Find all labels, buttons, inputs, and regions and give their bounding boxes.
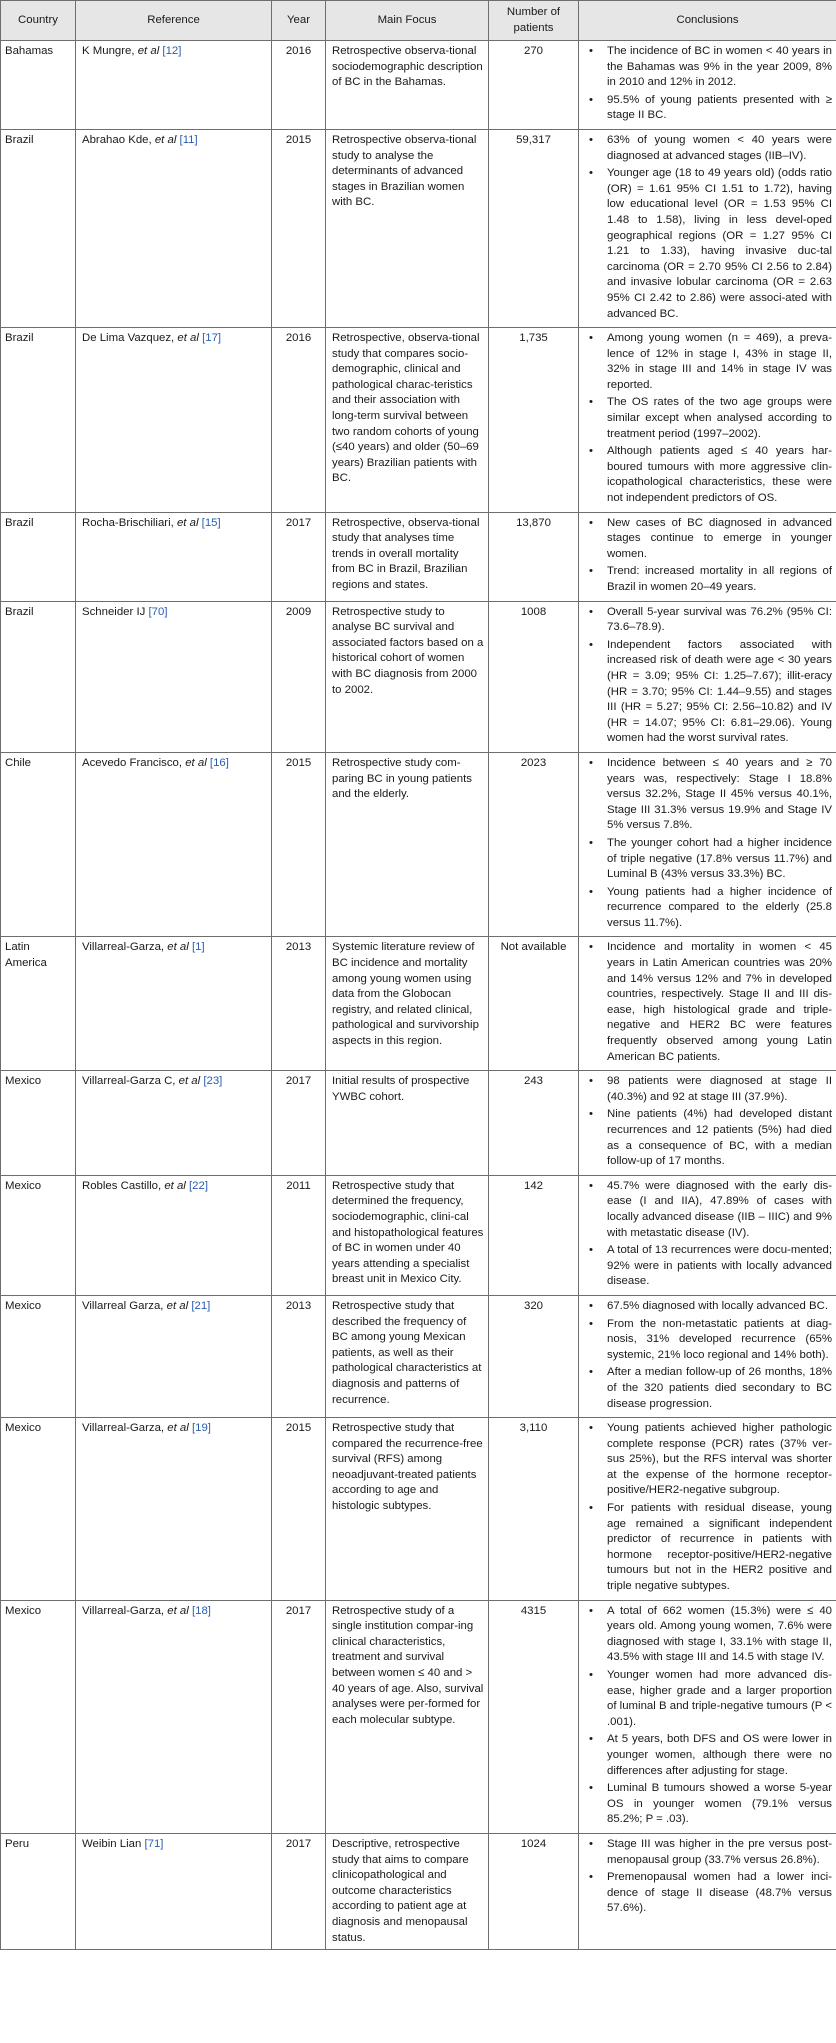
main-focus-cell: Retrospective observa-tional study to analyse the determinants of advanced stages in Brazilian women with BC. [326, 129, 489, 327]
table-row [1, 1071, 836, 1176]
year-cell: 2017 [272, 1600, 326, 1833]
conclusions-cell [579, 1175, 836, 1295]
patients-cell: 270 [489, 41, 579, 130]
patients-cell: 13,870 [489, 512, 579, 601]
header-conclusions: Conclusions [579, 1, 836, 41]
conclusion-item: • After a median follow-up of 26 months, 18% of the 320 patients died secondary to BC disease progression. [583, 1365, 832, 1412]
reference-citation-link[interactable]: [17] [198, 332, 222, 345]
reference-etal: et al [164, 1179, 186, 1192]
table-row [1, 328, 836, 513]
reference-author: Villarreal-Garza, [82, 1604, 168, 1617]
country-cell: Mexico [1, 1175, 76, 1295]
year-cell: 2015 [272, 129, 326, 327]
conclusion-item: • For patients with residual disease, young age remained a significant independent predictor of recurrence in patients with hormone receptor-positive/HER2-negative tumours but not in the HER2 positive and triple negative subtypes. [583, 1501, 832, 1595]
conclusion-item: • Luminal B tumours showed a worse 5-year OS in younger women (79.1% versus 85.2%; P = .03). [583, 1781, 832, 1828]
patients-cell: 2023 [489, 752, 579, 937]
reference-etal: et al [177, 332, 199, 345]
conclusions-list [583, 1421, 832, 1595]
header-reference: Reference [76, 1, 272, 41]
reference-citation-link[interactable]: [21] [188, 1299, 211, 1312]
table-row [1, 512, 836, 601]
reference-citation-link[interactable]: [70] [145, 605, 168, 618]
reference-cell [76, 752, 272, 937]
year-cell: 2017 [272, 512, 326, 601]
conclusions-list [583, 1837, 832, 1917]
conclusion-item: • Overall 5-year survival was 76.2% (95% CI: 73.6–78.9). [583, 605, 832, 636]
table-row [1, 1600, 836, 1833]
conclusion-item: • Premenopausal women had a lower inci-dence of stage II disease (48.7% versus 57.6%). [583, 1870, 832, 1917]
conclusions-list [583, 1299, 832, 1412]
reference-etal: et al [167, 1422, 189, 1435]
conclusion-item: • Among young women (n = 469), a preva-lence of 12% in stage I, 43% in stage II, 32% in stage III and 14% in stage IV was reported. [583, 331, 832, 393]
conclusions-cell [579, 1071, 836, 1176]
reference-citation-link[interactable]: [11] [176, 133, 198, 146]
table-row [1, 1295, 836, 1417]
patients-cell: 59,317 [489, 129, 579, 327]
conclusion-item: • The younger cohort had a higher incidence of triple negative (17.8% versus 11.7%) and Luminal B (43% versus 33.3%) BC. [583, 836, 832, 883]
year-cell: 2015 [272, 752, 326, 937]
conclusion-item: • New cases of BC diagnosed in advanced stages continue to emerge in younger women. [583, 516, 832, 563]
table-row [1, 1418, 836, 1601]
country-cell: Latin America [1, 937, 76, 1071]
reference-citation-link[interactable]: [12] [159, 45, 182, 57]
conclusion-item: • A total of 662 women (15.3%) were ≤ 40 years old. Among young women, 7.6% were diagnosed with stage I, 33.1% with stage II, 43.5% with stage III and 14.5 with stage IV. [583, 1604, 832, 1666]
header-row [1, 1, 836, 41]
reference-cell [76, 1600, 272, 1833]
conclusion-item: • Incidence between ≤ 40 years and ≥ 70 years was, respectively: Stage I 18.8% versus 32.2%, Stage II 45% versus 40.1%, Stage III 31.3% versus 19.9% and Stage IV 5% versus 7.8%. [583, 756, 832, 834]
country-cell: Mexico [1, 1295, 76, 1417]
main-focus-cell: Retrospective study that compared the recurrence-free survival (RFS) among neoadjuvant-treated patients according to age and histologic subtypes. [326, 1418, 489, 1601]
conclusions-list [583, 516, 832, 596]
reference-citation-link[interactable]: [1] [188, 941, 205, 954]
country-cell: Peru [1, 1833, 76, 1949]
conclusion-item: • 95.5% of young patients presented with ≥ stage II BC. [583, 93, 832, 124]
conclusion-item: • From the non-metastatic patients at diag-nosis, 31% developed recurrence (65% systemic, 21% loco regional and 14% both). [583, 1317, 832, 1364]
conclusions-list [583, 605, 832, 747]
header-number-of-patients: Number of patients [489, 1, 579, 41]
patients-cell: Not available [489, 937, 579, 1071]
conclusion-item: • Although patients aged ≤ 40 years har-boured tumours with more aggressive clin-icopathological characteristics, these were not independent predictors of OS. [583, 444, 832, 506]
reference-author: K Mungre, [82, 45, 138, 57]
year-cell: 2017 [272, 1071, 326, 1176]
reference-author: Acevedo Francisco, [82, 756, 186, 769]
reference-author: Weibin Lian [82, 1837, 142, 1850]
main-focus-cell: Retrospective, observa-tional study that compares socio-demographic, clinical and pathological charac-teristics and their association with long-term survival between two random cohorts of young (≤40 years) and older (50–69 years) Brazilian patients with BC. [326, 328, 489, 513]
reference-author: Villarreal-Garza, [82, 1422, 168, 1435]
reference-cell [76, 1175, 272, 1295]
main-focus-cell: Retrospective study that described the frequency of BC among young Mexican patients, as well as their pathological characteristics at diagnosis and patterns of recurrence. [326, 1295, 489, 1417]
header-country: Country [1, 1, 76, 41]
table-row [1, 41, 836, 130]
conclusions-list [583, 1074, 832, 1170]
reference-author: Villarreal-Garza, [82, 941, 168, 954]
reference-author: Villarreal Garza, [82, 1299, 167, 1312]
country-cell: Brazil [1, 512, 76, 601]
conclusions-cell [579, 752, 836, 937]
main-focus-cell: Retrospective study that determined the frequency, sociodemographic, clini-cal and histopathological features of BC in women under 40 years attending a specialist breast unit in Mexico City. [326, 1175, 489, 1295]
conclusion-item: • Young patients achieved higher pathologic complete response (PCR) rates (37% ver-sus 25%), but the RFS interval was shorter at the expense of the hormone receptor-positive/HER2-negative subgroup. [583, 1421, 832, 1499]
conclusion-item: • A total of 13 recurrences were docu-mented; 92% were in patients with locally advanced disease. [583, 1243, 832, 1290]
year-cell: 2016 [272, 328, 326, 513]
patients-cell: 320 [489, 1295, 579, 1417]
table-row [1, 1175, 836, 1295]
reference-citation-link[interactable]: [71] [141, 1837, 164, 1850]
table-row [1, 937, 836, 1071]
conclusions-cell [579, 1418, 836, 1601]
reference-etal: et al [167, 1604, 189, 1617]
conclusion-item: • Stage III was higher in the pre versus post-menopausal group (33.7% versus 26.8%). [583, 1837, 832, 1868]
reference-etal: et al [167, 941, 189, 954]
main-focus-cell: Descriptive, retrospective study that aims to compare clinicopathological and outcome characteristics according to patient age at diagnosis and menopausal status. [326, 1833, 489, 1949]
reference-author: De Lima Vazquez, [82, 332, 178, 345]
conclusions-cell [579, 1600, 836, 1833]
conclusions-cell [579, 601, 836, 752]
reference-citation-link[interactable]: [16] [206, 756, 229, 769]
main-focus-cell: Initial results of prospective YWBC cohort. [326, 1071, 489, 1176]
year-cell: 2009 [272, 601, 326, 752]
main-focus-cell: Retrospective study of a single institution compar-ing clinical characteristics, treatment and survival between women ≤ 40 and > 40 years of age. Also, survival analyses were per-formed for each molecular subtype. [326, 1600, 489, 1833]
patients-cell: 1024 [489, 1833, 579, 1949]
country-cell: Bahamas [1, 41, 76, 130]
country-cell: Mexico [1, 1600, 76, 1833]
conclusions-list [583, 331, 832, 507]
conclusion-item: • The OS rates of the two age groups were similar except when analysed according to treatment period (1997–2002). [583, 395, 832, 442]
country-cell: Mexico [1, 1071, 76, 1176]
reference-cell [76, 1833, 272, 1949]
reference-author: Villarreal-Garza C, [82, 1075, 179, 1088]
conclusions-cell [579, 328, 836, 513]
reference-author: Rocha-Brischiliari, [82, 516, 177, 529]
conclusions-list [583, 940, 832, 1065]
conclusion-item: • Independent factors associated with increased risk of death were age < 30 years (HR = 3.09; 95% CI: 1.25–7.67); illit-eracy (HR = 3.70; 95% CI: 1.44–9.55) and stages III (HR = 5.27; 95% CI: 2.56–10.82) and IV (HR = 14.07; 95% CI: 6.81–29.06). Young women had the worst survival rates. [583, 638, 832, 747]
reference-cell [76, 328, 272, 513]
reference-cell [76, 1071, 272, 1176]
conclusion-item: • 63% of young women < 40 years were diagnosed at advanced stages (IIB–IV). [583, 133, 832, 164]
patients-cell: 1008 [489, 601, 579, 752]
table-row [1, 1833, 836, 1949]
conclusions-cell [579, 41, 836, 130]
reference-author: Robles Castillo, [82, 1179, 165, 1192]
header-main-focus: Main Focus [326, 1, 489, 41]
table-row [1, 752, 836, 937]
country-cell: Mexico [1, 1418, 76, 1601]
conclusion-item: • Younger women had more advanced dis-ease, higher grade and a larger proportion of luminal B and triple-negative tumours (P < .001). [583, 1668, 832, 1730]
reference-cell [76, 601, 272, 752]
reference-citation-link[interactable]: [15] [198, 516, 221, 529]
conclusions-cell [579, 129, 836, 327]
year-cell: 2016 [272, 41, 326, 130]
country-cell: Brazil [1, 601, 76, 752]
year-cell: 2017 [272, 1833, 326, 1949]
conclusions-cell [579, 937, 836, 1071]
year-cell: 2011 [272, 1175, 326, 1295]
table-row [1, 129, 836, 327]
reference-cell [76, 937, 272, 1071]
reference-cell [76, 41, 272, 130]
reference-etal: et al [176, 516, 199, 529]
table-row [1, 601, 836, 752]
conclusions-cell [579, 1833, 836, 1949]
conclusions-list [583, 1604, 832, 1828]
reference-author: Abrahao Kde, [82, 133, 155, 146]
reference-etal: et al [166, 1299, 189, 1312]
table-body [1, 41, 836, 1950]
main-focus-cell: Retrospective observa-tional sociodemographic description of BC in the Bahamas. [326, 41, 489, 130]
year-cell: 2013 [272, 1295, 326, 1417]
patients-cell: 243 [489, 1071, 579, 1176]
reference-citation-link[interactable]: [23] [200, 1075, 223, 1088]
conclusions-cell [579, 1295, 836, 1417]
conclusions-list [583, 44, 832, 124]
reference-etal: et al [185, 756, 207, 769]
reference-citation-link[interactable]: [19] [188, 1422, 211, 1435]
main-focus-cell: Systemic literature review of BC incidence and mortality among young women using data from the Globocan registry, and related clinical, pathological and survivorship aspects in this region. [326, 937, 489, 1071]
conclusion-item: • 45.7% were diagnosed with the early dis-ease (I and IIA), 47.89% of cases with locally advanced disease (IIB – IIIC) and 9% with metastatic disease (IV). [583, 1179, 832, 1241]
country-cell: Chile [1, 752, 76, 937]
conclusions-list [583, 756, 832, 932]
header-year: Year [272, 1, 326, 41]
reference-etal: et al [178, 1075, 201, 1088]
conclusion-item: • At 5 years, both DFS and OS were lower in younger women, although there were no differences after adjusting for stage. [583, 1732, 832, 1779]
reference-etal: et al [137, 45, 160, 57]
year-cell: 2015 [272, 1418, 326, 1601]
reference-citation-link[interactable]: [22] [185, 1179, 209, 1192]
reference-etal: et al [154, 133, 177, 146]
patients-cell: 1,735 [489, 328, 579, 513]
reference-cell [76, 1418, 272, 1601]
main-focus-cell: Retrospective, observa-tional study that analyses time trends in overall mortality from BC in Brazil, Brazilian regions and states. [326, 512, 489, 601]
conclusion-item: • Nine patients (4%) had developed distant recurrences and 12 patients (5%) had died as a consequence of BC, with a median follow-up of 17 months. [583, 1107, 832, 1169]
main-focus-cell: Retrospective study to analyse BC survival and associated factors based on a historical cohort of women with BC diagnosis from 2000 to 2002. [326, 601, 489, 752]
conclusion-item: • 98 patients were diagnosed at stage II (40.3%) and 92 at stage III (37.9%). [583, 1074, 832, 1105]
conclusion-item: • The incidence of BC in women < 40 years in the Bahamas was 9% in the year 2009, 8% in 2010 and 12% in 2012. [583, 44, 832, 91]
conclusion-item: • Young patients had a higher incidence of recurrence compared to the elderly (25.8 versus 11.7%). [583, 885, 832, 932]
reference-cell [76, 1295, 272, 1417]
conclusion-item: • Incidence and mortality in women < 45 years in Latin American countries was 20% and 14% versus 12% and 7% in developed countries, respectively. Stage II and III dis-ease, high histological grade and triple-negative and HER2 BC were features frequently observed among young Latin American BC patients. [583, 940, 832, 1065]
reference-citation-link[interactable]: [18] [188, 1604, 211, 1617]
patients-cell: 142 [489, 1175, 579, 1295]
patients-cell: 3,110 [489, 1418, 579, 1601]
conclusions-cell [579, 512, 836, 601]
patients-cell: 4315 [489, 1600, 579, 1833]
conclusions-list [583, 133, 832, 322]
country-cell: Brazil [1, 328, 76, 513]
conclusion-item: • 67.5% diagnosed with locally advanced BC. [583, 1299, 832, 1315]
main-focus-cell: Retrospective study com-paring BC in young patients and the elderly. [326, 752, 489, 937]
country-cell: Brazil [1, 129, 76, 327]
reference-cell [76, 512, 272, 601]
conclusion-item: • Trend: increased mortality in all regions of Brazil in women 20–49 years. [583, 564, 832, 595]
year-cell: 2013 [272, 937, 326, 1071]
conclusion-item: • Younger age (18 to 49 years old) (odds ratio (OR) = 1.61 95% CI 1.51 to 1.72), having low educational level (OR = 1.53 95% CI 1.48 to 1.58), living in less devel-oped geographical regions (OR = 1.27 95% CI 1.21 to 1.33), having invasive duc-tal carcinoma (OR = 2.70 95% CI 2.56 to 2.84) and invasive lobular carcinoma (OR = 2.63 95% CI 2.42 to 2.86) were associ-ated with advanced BC. [583, 166, 832, 322]
reference-author: Schneider IJ [82, 605, 146, 618]
reference-cell [76, 129, 272, 327]
conclusions-list [583, 1179, 832, 1290]
